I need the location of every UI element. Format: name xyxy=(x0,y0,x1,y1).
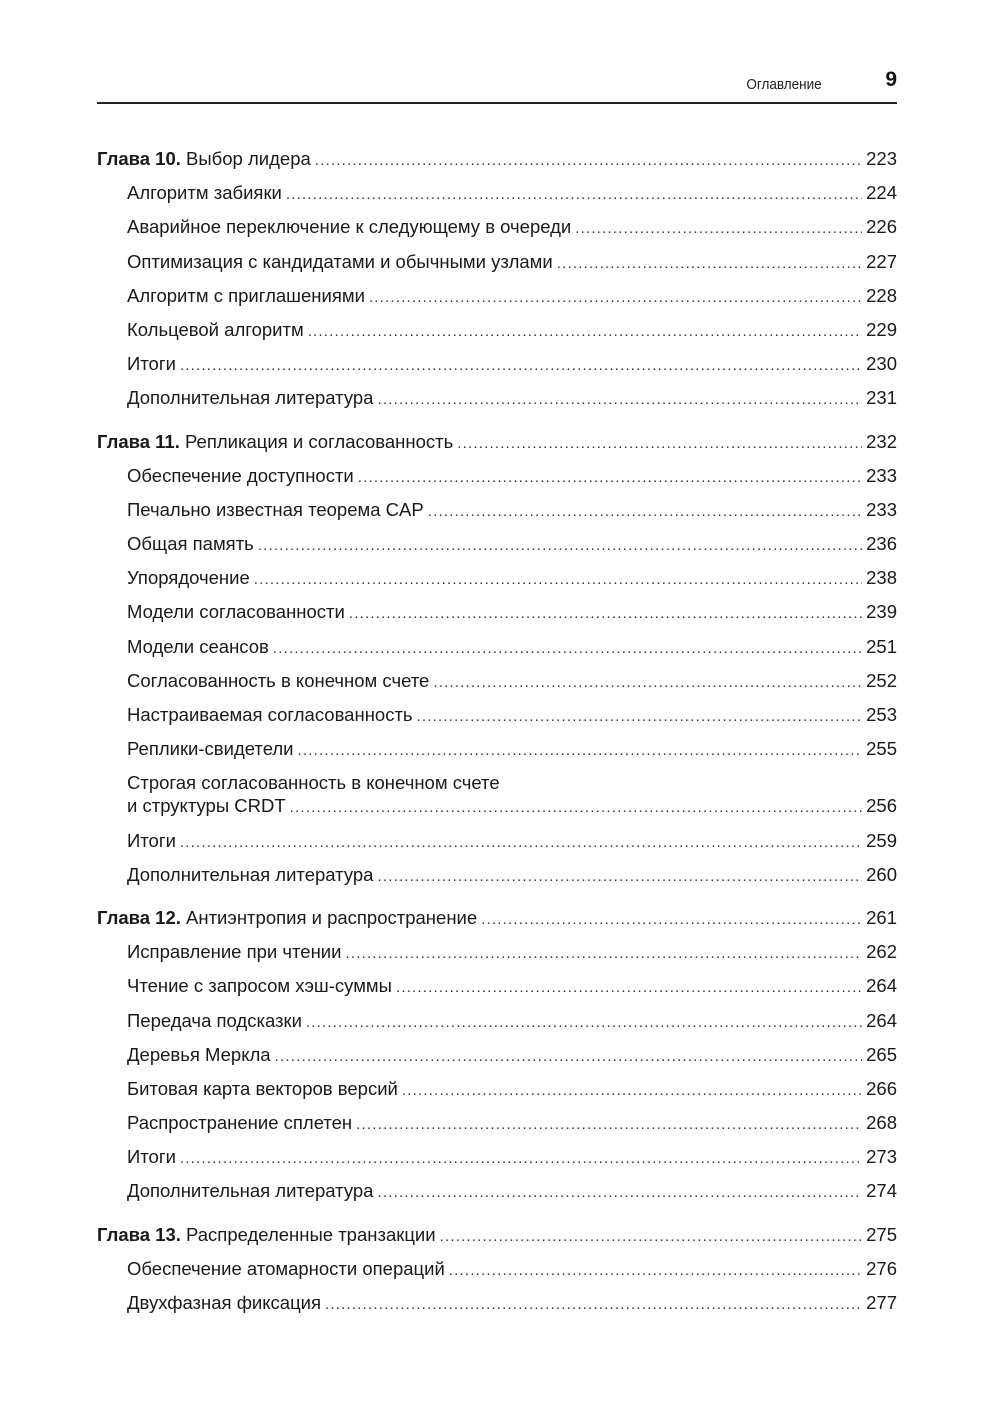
chapter-block xyxy=(97,1220,897,1323)
section-title: Строгая согласованность в конечном счете xyxy=(127,772,500,794)
section-title: Кольцевой алгоритм xyxy=(127,318,304,340)
dot-leader xyxy=(377,1178,862,1208)
section-title: Итоги xyxy=(127,353,176,375)
dot-leader xyxy=(449,1256,862,1286)
chapter-title-text: Антиэнтропия и распространение xyxy=(186,906,478,928)
section-page-number: 231 xyxy=(866,387,897,409)
chapter-title xyxy=(97,1220,440,1250)
toc-section-entry[interactable] xyxy=(97,1040,897,1074)
chapter-number-label: Глава 12. xyxy=(97,906,181,928)
dot-leader xyxy=(345,939,862,969)
section-page-number: 265 xyxy=(866,1043,897,1065)
toc-section-entry[interactable] xyxy=(97,826,897,860)
running-header-section: Оглавление xyxy=(746,76,822,93)
section-title: Двухфазная фиксация xyxy=(127,1292,322,1313)
toc-section-entry[interactable] xyxy=(97,1074,897,1108)
chapter-number-label: Глава 10. xyxy=(97,148,181,169)
section-title: Печально известная теорема CAP xyxy=(127,498,424,520)
toc-section-entry[interactable] xyxy=(97,700,897,734)
toc-section-entry[interactable] xyxy=(97,383,897,417)
chapter-page-number: 261 xyxy=(866,906,897,928)
section-page-number: 233 xyxy=(866,498,897,520)
toc-section-entry[interactable] xyxy=(97,937,897,971)
section-page-number: 238 xyxy=(866,567,897,589)
toc-section-entry[interactable] xyxy=(97,1176,897,1210)
section-page-number: 230 xyxy=(866,353,897,375)
section-title: Деревья Меркла xyxy=(127,1043,271,1065)
toc-chapter-entry[interactable] xyxy=(97,427,897,461)
chapter-page-number: 232 xyxy=(866,430,897,452)
chapter-title xyxy=(97,427,457,457)
dot-leader xyxy=(369,283,862,313)
dot-leader xyxy=(180,1144,862,1174)
toc-section-entry[interactable] xyxy=(97,461,897,495)
dot-leader xyxy=(286,180,862,210)
section-title: Распространение сплетен xyxy=(127,1112,353,1134)
section-title: Обеспечение доступности xyxy=(127,464,354,486)
toc-section-entry[interactable] xyxy=(97,768,897,825)
dot-leader xyxy=(180,828,862,858)
toc-section-entry[interactable] xyxy=(97,1006,897,1040)
section-page-number: 224 xyxy=(866,182,897,204)
section-page-number: 251 xyxy=(866,635,897,657)
table-of-contents xyxy=(97,144,897,1331)
dot-leader xyxy=(396,973,862,1003)
dot-leader xyxy=(358,463,862,493)
running-header xyxy=(97,66,897,104)
chapter-title-text: Распределенные транзакции xyxy=(186,1223,436,1245)
dot-leader xyxy=(349,599,862,629)
section-title-continuation-row xyxy=(127,791,897,825)
dot-leader xyxy=(298,736,863,766)
chapter-title xyxy=(97,903,481,933)
toc-chapter-entry[interactable] xyxy=(97,903,897,937)
chapter-block xyxy=(97,903,897,1211)
section-title: Реплики-свидетели xyxy=(127,738,294,760)
chapter-number-label: Глава 13. xyxy=(97,1223,181,1245)
section-title: Передача подсказки xyxy=(127,1009,302,1031)
toc-section-entry[interactable] xyxy=(97,1254,897,1288)
section-title: Исправление при чтении xyxy=(127,941,342,963)
dot-leader xyxy=(440,1222,863,1252)
toc-section-entry[interactable] xyxy=(97,597,897,631)
section-page-number: 274 xyxy=(866,1180,897,1202)
dot-leader xyxy=(428,497,862,527)
dot-leader xyxy=(180,351,862,381)
toc-section-entry[interactable] xyxy=(97,1288,897,1322)
dot-leader xyxy=(306,1008,862,1038)
section-page-number: 260 xyxy=(866,863,897,885)
section-page-number: 255 xyxy=(866,738,897,760)
section-title: Упорядочение xyxy=(127,567,250,589)
toc-section-entry[interactable] xyxy=(97,860,897,894)
dot-leader xyxy=(402,1076,862,1106)
dot-leader xyxy=(290,793,862,823)
section-page-number: 228 xyxy=(866,284,897,306)
section-page-number: 252 xyxy=(866,669,897,691)
section-page-number: 264 xyxy=(866,975,897,997)
section-page-number: 253 xyxy=(866,704,897,725)
section-title-continuation: и структуры CRDT xyxy=(127,795,286,817)
section-title: Алгоритм с приглашениями xyxy=(127,284,365,306)
toc-section-entry[interactable] xyxy=(97,1142,897,1176)
chapter-title-text: Репликация и согласованность xyxy=(185,430,454,452)
toc-chapter-entry[interactable] xyxy=(97,1220,897,1254)
dot-leader xyxy=(258,531,862,561)
section-page-number: 236 xyxy=(866,533,897,555)
chapter-block xyxy=(97,144,897,418)
section-page-number: 266 xyxy=(866,1077,897,1099)
section-title: Настраиваемая согласованность xyxy=(127,704,413,725)
section-title: Битовая карта векторов версий xyxy=(127,1077,398,1099)
section-page-number: 239 xyxy=(866,601,897,623)
section-page-number: 277 xyxy=(866,1292,897,1313)
toc-section-entry[interactable] xyxy=(97,529,897,563)
dot-leader xyxy=(356,1110,862,1140)
dot-leader xyxy=(417,702,863,732)
chapter-number-label: Глава 11. xyxy=(97,430,180,452)
section-title: Дополнительная литература xyxy=(127,1180,374,1202)
dot-leader xyxy=(457,429,862,459)
toc-section-entry[interactable] xyxy=(97,212,897,246)
section-page-number: 229 xyxy=(866,318,897,340)
dot-leader xyxy=(275,1042,863,1072)
section-title: Итоги xyxy=(127,1146,176,1168)
chapter-title-text: Выбор лидера xyxy=(186,148,311,169)
section-page-number: 268 xyxy=(866,1112,897,1134)
chapter-title xyxy=(97,144,315,174)
dot-leader xyxy=(273,634,862,664)
dot-leader xyxy=(308,317,862,347)
toc-section-entry[interactable] xyxy=(97,281,897,315)
toc-section-entry[interactable] xyxy=(97,1108,897,1142)
toc-section-entry[interactable] xyxy=(97,349,897,383)
section-title: Аварийное переключение к следующему в очереди xyxy=(127,216,572,238)
dot-leader xyxy=(575,214,862,244)
toc-section-entry[interactable] xyxy=(97,247,897,281)
section-title: Согласованность в конечном счете xyxy=(127,669,430,691)
page-number: 9 xyxy=(885,68,897,91)
dot-leader xyxy=(315,146,862,176)
section-page-number: 276 xyxy=(866,1257,897,1279)
section-title: Итоги xyxy=(127,829,176,851)
section-page-number: 264 xyxy=(866,1009,897,1031)
section-page-number: 256 xyxy=(866,795,897,817)
dot-leader xyxy=(433,668,862,698)
section-page-number: 273 xyxy=(866,1146,897,1168)
chapter-page-number: 223 xyxy=(866,148,897,169)
chapter-page-number: 275 xyxy=(866,1223,897,1245)
section-page-number: 227 xyxy=(866,250,897,272)
toc-chapter-entry[interactable] xyxy=(97,144,897,178)
section-title: Обеспечение атомарности операций xyxy=(127,1257,445,1279)
toc-section-entry[interactable] xyxy=(97,666,897,700)
dot-leader xyxy=(254,565,862,595)
section-title: Модели согласованности xyxy=(127,601,345,623)
toc-section-entry[interactable] xyxy=(97,563,897,597)
dot-leader xyxy=(481,905,862,935)
section-page-number: 233 xyxy=(866,464,897,486)
section-title: Модели сеансов xyxy=(127,635,269,657)
section-title: Оптимизация с кандидатами и обычными узлами xyxy=(127,250,553,272)
dot-leader xyxy=(557,249,862,279)
toc-section-entry[interactable] xyxy=(97,495,897,529)
toc-section-entry[interactable] xyxy=(97,734,897,768)
section-page-number: 259 xyxy=(866,829,897,851)
section-title: Алгоритм забияки xyxy=(127,182,282,204)
section-title: Дополнительная литература xyxy=(127,387,374,409)
dot-leader xyxy=(377,862,862,892)
dot-leader xyxy=(377,385,862,415)
section-title: Дополнительная литература xyxy=(127,863,374,885)
toc-section-entry[interactable] xyxy=(97,632,897,666)
chapter-block xyxy=(97,427,897,894)
toc-section-entry[interactable] xyxy=(97,315,897,349)
section-title: Общая память xyxy=(127,533,254,555)
section-page-number: 226 xyxy=(866,216,897,238)
toc-section-entry[interactable] xyxy=(97,178,897,212)
section-page-number: 262 xyxy=(866,941,897,963)
section-title: Чтение с запросом хэш-суммы xyxy=(127,975,392,997)
dot-leader xyxy=(325,1290,862,1320)
toc-section-entry[interactable] xyxy=(97,971,897,1005)
